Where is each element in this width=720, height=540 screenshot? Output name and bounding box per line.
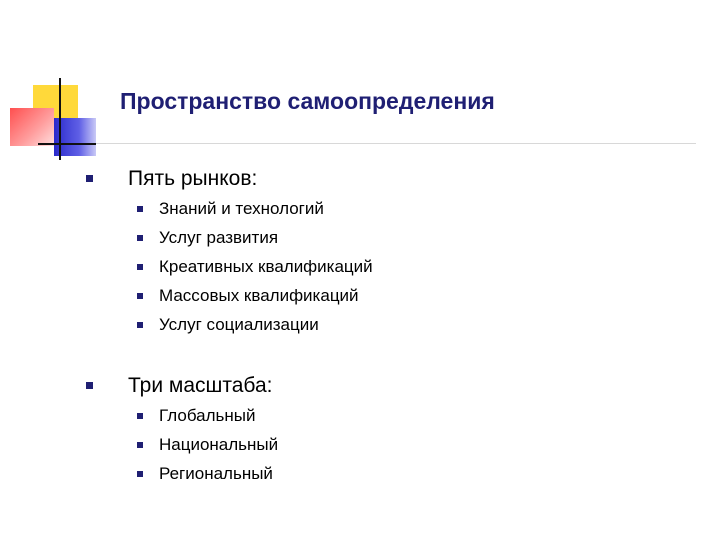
square-bullet-icon [86, 382, 93, 389]
list-item-text: Глобальный [159, 406, 256, 425]
square-bullet-icon [137, 471, 143, 477]
square-bullet-icon [137, 293, 143, 299]
section-heading-text: Пять рынков: [128, 167, 258, 190]
square-bullet-icon [137, 442, 143, 448]
list-item-text: Массовых квалификаций [159, 286, 359, 305]
section-heading-text: Три масштаба: [128, 374, 273, 397]
list-item-text: Креативных квалификаций [159, 257, 373, 276]
square-bullet-icon [137, 413, 143, 419]
square-bullet-icon [137, 322, 143, 328]
list-item-text: Региональный [159, 464, 273, 483]
square-bullet-icon [137, 264, 143, 270]
list-item-text: Знаний и технологий [159, 199, 324, 218]
list-item-text: Услуг развития [159, 228, 279, 247]
slide-title: Пространство самоопределения [120, 88, 495, 114]
red-square-shape [10, 108, 54, 146]
vertical-rule [59, 78, 61, 160]
list-item-text: Национальный [159, 435, 279, 454]
list-item-text: Услуг социализации [159, 315, 319, 334]
square-bullet-icon [137, 206, 143, 212]
title-underline [96, 143, 696, 144]
square-bullet-icon [86, 175, 93, 182]
horizontal-rule [38, 143, 96, 145]
square-bullet-icon [137, 235, 143, 241]
decorative-logo [0, 0, 120, 170]
